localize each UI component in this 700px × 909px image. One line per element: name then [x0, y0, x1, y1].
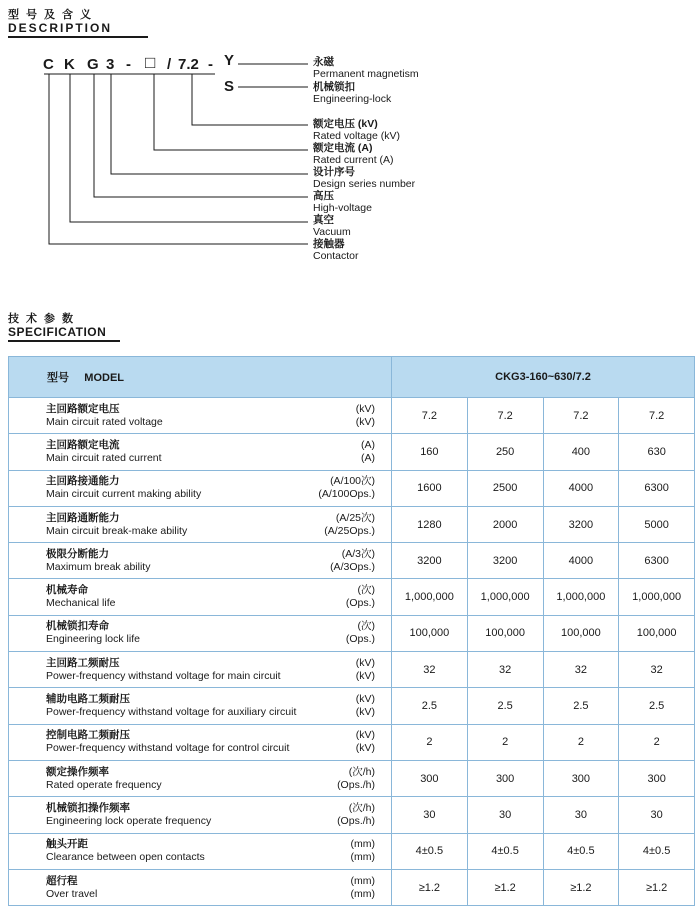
label-zh: 真空 [313, 214, 334, 226]
table-row [9, 398, 695, 434]
unit-en: (Ops.) [345, 597, 375, 610]
label-zh: 额定电压 (kV) [313, 118, 378, 130]
label-zh: 机械锁扣 [313, 81, 355, 93]
value-cell: 32 [619, 652, 695, 688]
value-cell: 3200 [467, 543, 543, 579]
code-char-k: K [64, 56, 75, 73]
parameter-units [361, 439, 375, 465]
value-cell: 300 [619, 760, 695, 796]
value-cell: 2.5 [467, 688, 543, 724]
description-heading-en: DESCRIPTION [8, 21, 113, 35]
value-cell: 30 [467, 797, 543, 833]
unit-zh: (A) [361, 438, 375, 451]
unit-zh: (kV) [355, 693, 375, 706]
code-char-y: Y [224, 52, 235, 69]
parameter-name-zh: 主回路通断能力 [46, 511, 120, 524]
unit-zh: (次/h) [348, 765, 375, 778]
table-row [9, 797, 695, 833]
value-cell: 100,000 [392, 615, 468, 651]
unit-en: (A) [361, 451, 375, 464]
label-zh: 永磁 [313, 56, 334, 68]
parameter-name-zh: 机械锁扣操作频率 [46, 801, 130, 814]
unit-en: (kV) [355, 415, 375, 428]
description-heading-rule [8, 36, 148, 38]
table-row [9, 724, 695, 760]
value-cell: 160 [392, 434, 468, 470]
label-zh: 额定电流 (A) [313, 142, 373, 154]
unit-en: (mm) [350, 887, 375, 900]
parameter-units [337, 766, 375, 792]
parameter-cell [9, 688, 392, 724]
parameter-units [356, 729, 375, 755]
value-cell: 7.2 [543, 398, 619, 434]
label-zh: 设计序号 [313, 166, 355, 178]
value-cell: 2.5 [619, 688, 695, 724]
value-cell: 4000 [543, 470, 619, 506]
parameter-name-zh: 主回路工频耐压 [46, 656, 120, 669]
value-cell: 630 [619, 434, 695, 470]
parameter-cell [9, 615, 392, 651]
parameter-name-en: Rated operate frequency [46, 778, 162, 791]
parameter-name-en: Power-frequency withstand voltage for control circuit [46, 742, 290, 755]
value-cell: 2500 [467, 470, 543, 506]
specification-heading [8, 313, 120, 342]
parameter-cell [9, 434, 392, 470]
specification-heading-zh: 技术参数 [8, 313, 80, 325]
value-cell: 32 [467, 652, 543, 688]
code-char-72: 7.2 [178, 56, 199, 73]
value-cell: 300 [392, 760, 468, 796]
table-row [9, 470, 695, 506]
header-model-zh: 型号 [47, 372, 69, 384]
model-code-diagram [0, 50, 700, 275]
header-model [9, 357, 392, 398]
label-en: Design series number [313, 178, 416, 190]
parameter-cell [9, 470, 392, 506]
unit-zh: (次/h) [348, 801, 375, 814]
leader-contactor [49, 74, 308, 244]
unit-zh: (kV) [355, 402, 375, 415]
value-cell: 7.2 [619, 398, 695, 434]
parameter-name-zh: 额定操作频率 [46, 765, 109, 778]
value-cell: 100,000 [619, 615, 695, 651]
value-cell: 1600 [392, 470, 468, 506]
parameter-names [46, 657, 391, 683]
parameter-name-zh: 触头开距 [46, 838, 88, 851]
unit-en: (A/25Ops.) [324, 524, 375, 537]
parameter-names [46, 729, 391, 755]
label-zh: 接触器 [313, 238, 345, 250]
label-en: Rated current (A) [313, 154, 394, 166]
parameter-units [351, 838, 376, 864]
parameter-cell [9, 652, 392, 688]
parameter-cell [9, 543, 392, 579]
value-cell: 7.2 [467, 398, 543, 434]
value-cell: 5000 [619, 506, 695, 542]
parameter-names [46, 875, 391, 901]
unit-zh: (A/100次) [330, 475, 375, 488]
parameter-cell [9, 724, 392, 760]
specification-heading-en: SPECIFICATION [8, 325, 107, 339]
unit-zh: (mm) [350, 838, 375, 851]
parameter-units [324, 512, 375, 538]
label-zh: 高压 [313, 190, 334, 202]
value-cell: ≥1.2 [619, 869, 695, 905]
value-cell: 30 [543, 797, 619, 833]
description-heading-zh: 型号及含义 [8, 9, 98, 21]
code-char-dash1: - [126, 56, 131, 73]
code-char-3: 3 [106, 56, 115, 73]
value-cell: 1280 [392, 506, 468, 542]
parameter-name-en: Over travel [46, 887, 98, 900]
parameter-units [337, 802, 375, 828]
value-cell: 2 [543, 724, 619, 760]
unit-zh: (A/3次) [341, 547, 375, 560]
table-header-row [9, 357, 695, 398]
parameter-units [318, 475, 375, 501]
value-cell: 32 [543, 652, 619, 688]
table-row [9, 688, 695, 724]
label-design-series [313, 166, 415, 190]
unit-en: (Ops.) [345, 633, 375, 646]
parameter-name-en: Engineering lock life [46, 633, 140, 646]
code-char-c: C [43, 56, 54, 73]
header-model-value: CKG3-160~630/7.2 [392, 357, 695, 398]
parameter-names [46, 838, 391, 864]
code-char-g: G [87, 56, 99, 73]
unit-en: (Ops./h) [337, 814, 375, 827]
parameter-units [356, 693, 375, 719]
label-en: Vacuum [313, 226, 351, 238]
parameter-name-zh: 超行程 [46, 874, 78, 887]
parameter-name-zh: 机械锁扣寿命 [46, 620, 109, 633]
unit-en: (kV) [355, 742, 375, 755]
parameter-name-zh: 极限分断能力 [46, 547, 109, 560]
description-heading [8, 9, 148, 38]
label-en: Engineering-lock [313, 93, 392, 105]
parameter-cell [9, 797, 392, 833]
parameter-name-en: Main circuit break-make ability [46, 524, 188, 537]
value-cell: 4000 [543, 543, 619, 579]
table-row [9, 615, 695, 651]
table-row [9, 434, 695, 470]
parameter-units [356, 657, 375, 683]
unit-zh: (A/25次) [335, 511, 375, 524]
leader-voltage [192, 74, 308, 125]
code-char-slash: / [167, 56, 172, 73]
value-cell: 4±0.5 [467, 833, 543, 869]
table-row [9, 506, 695, 542]
table-row [9, 869, 695, 905]
parameter-name-en: Mechanical life [46, 597, 116, 610]
parameter-name-en: Main circuit rated current [46, 451, 162, 464]
unit-en: (kV) [355, 669, 375, 682]
parameter-units [356, 403, 375, 429]
parameter-name-zh: 辅助电路工频耐压 [46, 693, 130, 706]
parameter-cell [9, 760, 392, 796]
value-cell: 1,000,000 [619, 579, 695, 615]
parameter-name-zh: 主回路额定电压 [46, 402, 120, 415]
table-body [9, 398, 695, 906]
label-en: Permanent magnetism [313, 68, 419, 80]
parameter-name-en: Main circuit current making ability [46, 488, 202, 501]
value-cell: 1,000,000 [543, 579, 619, 615]
unit-zh: (mm) [350, 874, 375, 887]
parameter-name-en: Maximum break ability [46, 560, 151, 573]
value-cell: 4±0.5 [543, 833, 619, 869]
value-cell: ≥1.2 [392, 869, 468, 905]
code-char-s: S [224, 78, 235, 95]
value-cell: 6300 [619, 543, 695, 579]
table-row [9, 543, 695, 579]
unit-zh: (kV) [355, 656, 375, 669]
parameter-names [46, 693, 391, 719]
label-contactor [313, 238, 359, 262]
parameter-name-en: Power-frequency withstand voltage for auxiliary circuit [46, 706, 297, 719]
parameter-names [46, 584, 391, 610]
value-cell: 7.2 [392, 398, 468, 434]
value-cell: 2000 [467, 506, 543, 542]
parameter-names [46, 439, 391, 465]
label-permanent-magnetism [313, 56, 419, 80]
parameter-name-en: Main circuit rated voltage [46, 415, 163, 428]
parameter-units [346, 584, 375, 610]
value-cell: 30 [619, 797, 695, 833]
code-char-dash2: - [208, 56, 213, 73]
label-rated-voltage [313, 118, 400, 142]
parameter-cell [9, 869, 392, 905]
parameter-cell [9, 833, 392, 869]
unit-zh: (次) [357, 620, 375, 633]
unit-en: (Ops./h) [337, 778, 375, 791]
table-row [9, 833, 695, 869]
unit-en: (mm) [350, 851, 375, 864]
specification-table [8, 356, 695, 906]
specification-heading-rule [8, 340, 120, 342]
parameter-name-zh: 控制电路工频耐压 [46, 729, 130, 742]
leader-series [111, 74, 308, 174]
value-cell: 4±0.5 [392, 833, 468, 869]
parameter-cell [9, 398, 392, 434]
label-en: High-voltage [313, 202, 372, 214]
unit-en: (A/100Ops.) [318, 488, 375, 501]
value-cell: 100,000 [467, 615, 543, 651]
parameter-name-zh: 机械寿命 [46, 584, 88, 597]
parameter-name-zh: 主回路接通能力 [46, 475, 120, 488]
parameter-names [46, 620, 391, 646]
value-cell: 3200 [543, 506, 619, 542]
value-cell: 32 [392, 652, 468, 688]
parameter-cell [9, 579, 392, 615]
table-row [9, 579, 695, 615]
value-cell: ≥1.2 [467, 869, 543, 905]
value-cell: 250 [467, 434, 543, 470]
parameter-names [46, 403, 391, 429]
value-cell: 2 [467, 724, 543, 760]
parameter-name-en: Engineering lock operate frequency [46, 814, 212, 827]
value-cell: 300 [543, 760, 619, 796]
label-en: Rated voltage (kV) [313, 130, 400, 142]
value-cell: 100,000 [543, 615, 619, 651]
label-rated-current [313, 142, 394, 166]
parameter-name-zh: 主回路额定电流 [46, 438, 120, 451]
label-en: Contactor [313, 250, 359, 262]
value-cell: 2 [392, 724, 468, 760]
leader-vacuum [70, 74, 308, 222]
unit-zh: (kV) [355, 729, 375, 742]
parameter-cell [9, 506, 392, 542]
code-char-box: □ [145, 53, 156, 72]
value-cell: 1,000,000 [467, 579, 543, 615]
unit-en: (kV) [355, 706, 375, 719]
value-cell: 3200 [392, 543, 468, 579]
unit-en: (A/3Ops.) [330, 560, 375, 573]
parameter-units [351, 875, 376, 901]
header-model-en: MODEL [84, 372, 125, 384]
leader-high-voltage [94, 74, 308, 197]
value-cell: 400 [543, 434, 619, 470]
value-cell: 2.5 [543, 688, 619, 724]
label-engineering-lock [313, 81, 391, 105]
label-high-voltage [313, 190, 372, 214]
parameter-name-en: Power-frequency withstand voltage for main circuit [46, 669, 281, 682]
value-cell: 2 [619, 724, 695, 760]
value-cell: 2.5 [392, 688, 468, 724]
value-cell: 1,000,000 [392, 579, 468, 615]
value-cell: 300 [467, 760, 543, 796]
unit-zh: (次) [357, 584, 375, 597]
table-row [9, 652, 695, 688]
value-cell: 4±0.5 [619, 833, 695, 869]
table-row [9, 760, 695, 796]
label-vacuum [313, 214, 351, 238]
value-cell: ≥1.2 [543, 869, 619, 905]
parameter-units [346, 620, 375, 646]
parameter-units [330, 548, 375, 574]
parameter-name-en: Clearance between open contacts [46, 851, 205, 864]
value-cell: 30 [392, 797, 468, 833]
value-cell: 6300 [619, 470, 695, 506]
